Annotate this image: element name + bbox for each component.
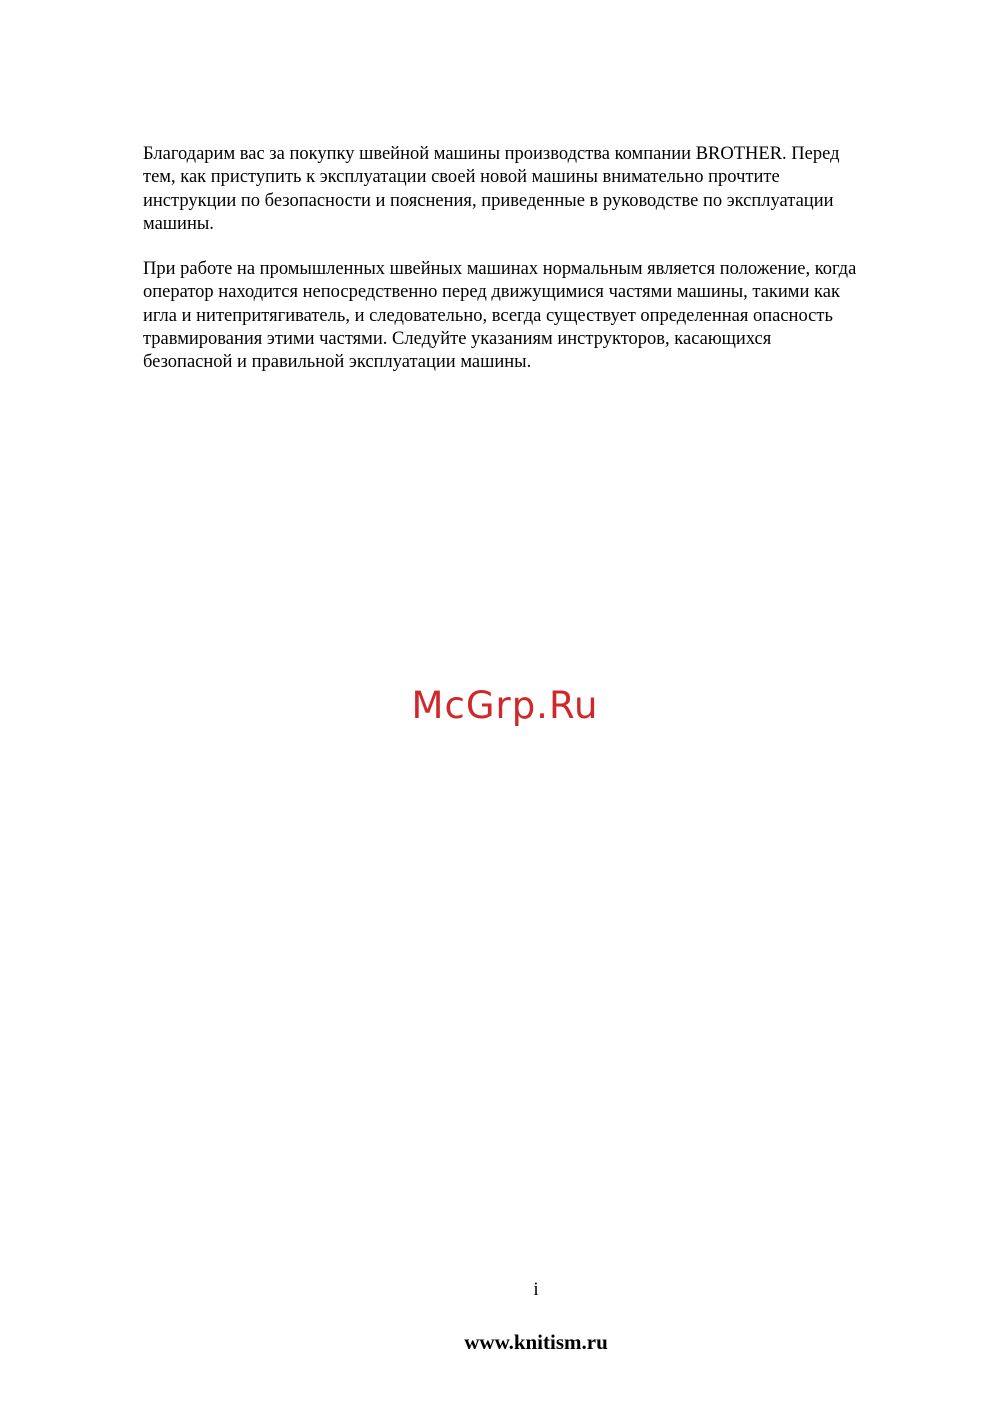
paragraph-line: игла и нитепритягиватель, и следовательно, всегда существует определенная опасность [143,305,833,326]
paragraph-line: травмирования этими частями. Следуйте указаниям инструкторов, касающихся [143,328,772,349]
paragraph-line: безопасной и правильной эксплуатации машины. [143,352,532,373]
page-number: i [533,1279,539,1300]
watermark-logo: McGrp.Ru [411,684,599,727]
safety-paragraph [143,258,943,374]
paragraph-line: машины. [143,213,214,234]
footer-url: www.knitism.ru [464,1330,608,1354]
paragraph-line: тем, как приступить к эксплуатации своей новой машины внимательно прочтите [143,167,780,188]
paragraph-line: При работе на промышленных швейных машинах нормальным является положение, когда [143,259,857,279]
paragraph-line: инструкции по безопасности и пояснения, приведенные в руководстве по эксплуатации [143,190,834,211]
paragraph-line: Благодарим вас за покупку швейной машины производства компании BROTHER. Перед [143,144,840,164]
intro-paragraph [143,143,943,236]
paragraph-line: оператор находится непосредственно перед движущимися частями машины, такими как [143,282,840,303]
